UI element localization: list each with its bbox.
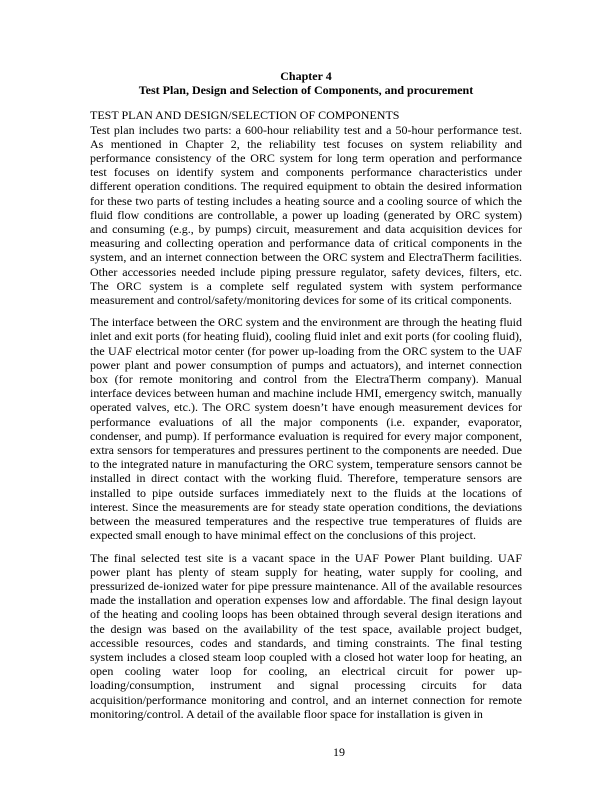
chapter-label: Chapter 4 (280, 69, 332, 83)
paragraph-test-plan: Test plan includes two parts: a 600-hour reliability test and a 50-hour performance test. As mentioned in Chapter 2, the reliability test focuses on system reliability and performance consistency of the ORC system for long term operation and performance test focuses on identify system and components performance characteristics under different operation conditions. The required equipment to obtain the desired information for these two parts of testing includes a heating source and a cooling source of which the fluid flow conditions are controllable, a power up loading (generated by ORC system) and consuming (e.g., by pumps) circuit, measurement and data acquisition devices for measuring and collecting operation and performance data of critical components in the system, and an internet connection between the ORC system and ElectraTherm facilities. Other accessories needed include piping pressure regulator, safety devices, filters, etc. The ORC system is a complete self regulated system with system performance measurement and control/safety/monitoring devices for some of its critical components. (90, 122, 522, 308)
section-heading: TEST PLAN AND DESIGN/SELECTION OF COMPONENTS (90, 108, 400, 123)
text-block (90, 69, 522, 721)
paragraph-test-site: The final selected test site is a vacant space in the UAF Power Plant building. UAF power plant has plenty of steam supply for heating, water supply for cooling, and pressurized de-ionized water for pipe pressure maintenance. All of the available resources made the installation and operation expenses low and affordable. The final design layout of the heating and cooling loops has been obtained through several design iterations and the design was based on the availability of the test space, available project budget, accessible resources, codes and standards, and timing constraints. The final testing system includes a closed steam loop coupled with a closed hot water loop for heating, an open cooling water loop for cooling, an electrical circuit for power up-loading/consumption, instrument and signal processing circuits for data acquisition/performance monitoring and control, and an internet connection for remote monitoring/control. A detail of the available floor space for installation is given in (90, 550, 522, 721)
chapter-title: Test Plan, Design and Selection of Components, and procurement (138, 83, 474, 98)
paragraph-interface: The interface between the ORC system and the environment are through the heating fluid inlet and exit ports (for heating fluid), cooling fluid inlet and exit ports (for cooling fluid), the UAF electrical motor center (for power up-loading from the ORC system to the UAF power plant and power consumption of pumps and actuators), and internet connection box (for remote monitoring and control from the ElectraTherm company). Manual interface devices between human and machine include HMI, emergency switch, manually operated valves, etc.). The ORC system doesn’t have enough measurement devices for performance evaluations of all the major components (i.e. expander, evaporator, condenser, and pump). If performance evaluation is required for every major component, extra sensors for temperatures and pressures pertinent to the components are needed. Due to the integrated nature in manufacturing the ORC system, temperature sensors cannot be installed in direct contact with the working fluid. Therefore, temperature sensors are installed to pipe outside surfaces immediately next to the fluids at the locations of interest. Since the measurements are for steady state operation conditions, the deviations between the measured temperatures and the respective true temperatures of fluids are expected small enough to have minimal effect on the conclusions of this project. (90, 315, 522, 543)
page-number: 19 (333, 745, 345, 759)
